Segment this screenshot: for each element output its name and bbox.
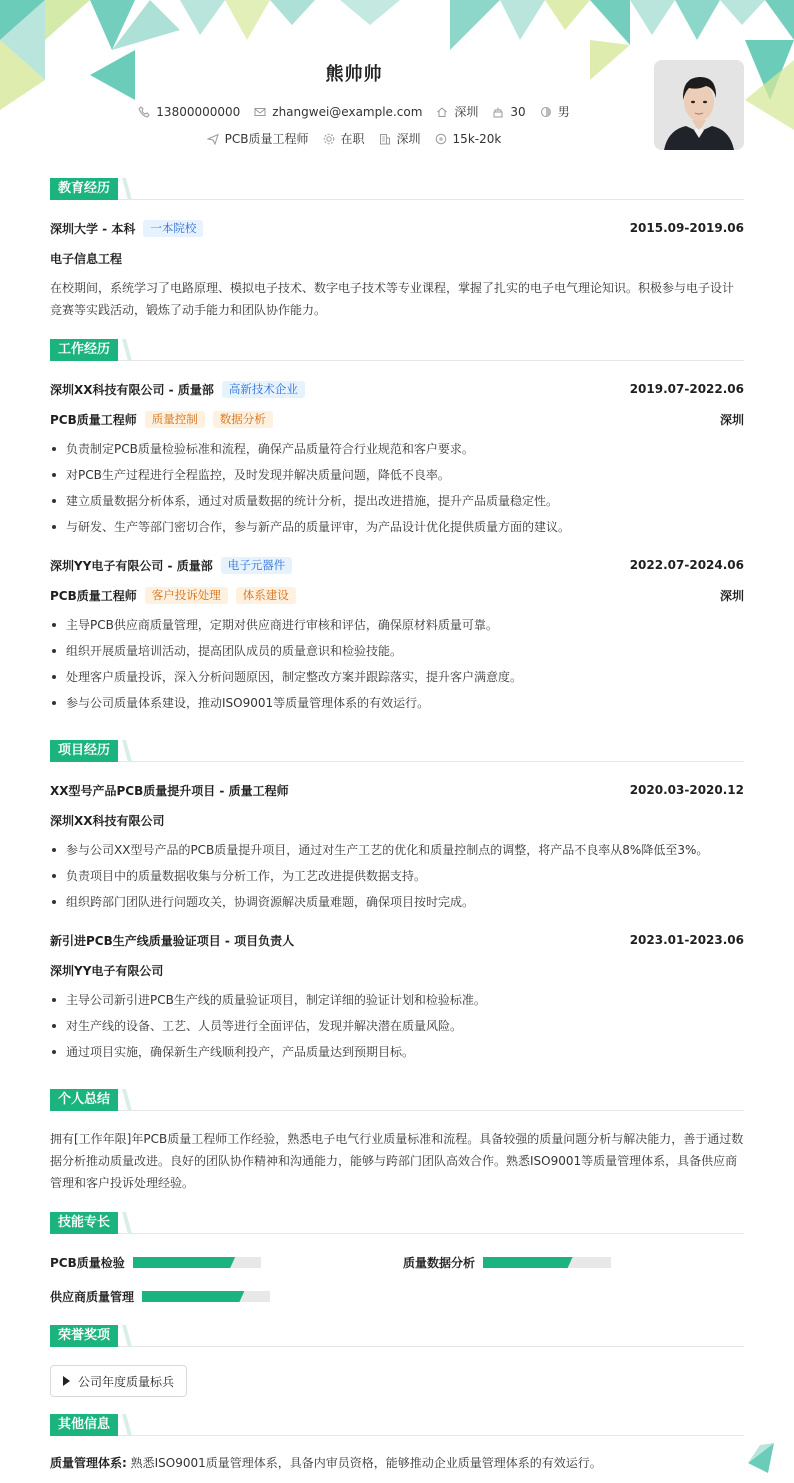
job-title: PCB质量工程师 [50, 588, 137, 603]
project-company-row [50, 960, 744, 980]
phone-text: 13800000000 [156, 104, 241, 119]
company-tag: 高新技术企业 [222, 381, 305, 398]
skill-level-bar [142, 1291, 270, 1302]
list-item: 建立质量数据分析体系，通过对质量数据的统计分析，提出改进措施，提升产品质量稳定性。 [50, 488, 744, 514]
section-title: 工作经历 [50, 339, 118, 361]
job-status-item [323, 130, 365, 147]
section-divider [50, 1110, 744, 1111]
other-info-row [50, 1454, 744, 1471]
section-divider [50, 360, 744, 361]
summary-text: 拥有[工作年限]年PCB质量工程师工作经验，熟悉电子电气行业质量标准和流程。具备较强的质量问题分析与解决能力，善于通过数据分析推动质量改进。良好的团队协作精神和沟通能力，能够与跨部门团队高效合作。熟悉ISO9001等质量管理体系，具备供应商管理和客户投诉处理经验。 [50, 1132, 744, 1190]
job-title: PCB质量工程师 [50, 412, 137, 427]
projects-section-header [50, 740, 744, 762]
list-item: 通过项目实施，确保新生产线顺利投产，产品质量达到预期目标。 [50, 1039, 744, 1065]
skill-level-bar [133, 1257, 261, 1268]
skill-level-fill [133, 1257, 235, 1268]
section-divider [50, 1435, 744, 1436]
section-title: 个人总结 [50, 1089, 118, 1111]
other-info-text: 熟悉ISO9001质量管理体系，具备内审员资格，能够推动企业质量管理体系的有效运行。 [130, 1456, 602, 1470]
section-title-tail [122, 740, 132, 762]
skill-level-bar [483, 1257, 611, 1268]
list-item: 参与公司XX型号产品的PCB质量提升项目，通过对生产工艺的优化和质量控制点的调整，将产品不良率从8%降低至3%。 [50, 837, 744, 863]
skill-item [403, 1254, 611, 1271]
age-item [492, 105, 525, 119]
section-divider [50, 199, 744, 200]
project-company: 深圳YY电子有限公司 [50, 963, 164, 978]
project-date: 2020.03-2020.12 [629, 783, 744, 797]
list-item: 对生产线的设备、工艺、人员等进行全面评估，发现并解决潜在质量风险。 [50, 1013, 744, 1039]
project-name: 新引进PCB生产线质量验证项目 - 项目负责人 [50, 933, 295, 948]
send-icon [207, 133, 219, 145]
project-entry-header [50, 930, 744, 950]
home-icon [436, 106, 448, 118]
skill-item [50, 1288, 270, 1305]
candidate-name: 熊帅帅 [325, 64, 383, 85]
company-name: 深圳YY电子有限公司 - 质量部 [50, 558, 213, 573]
target-position-item [207, 130, 309, 147]
skill-item [50, 1254, 261, 1271]
skill-tag: 质量控制 [145, 411, 205, 428]
project-details [50, 987, 744, 1065]
project-name: XX型号产品PCB质量提升项目 - 质量工程师 [50, 783, 289, 798]
job-title-row [50, 585, 744, 605]
award-name: 公司年度质量标兵 [78, 1374, 175, 1389]
education-entry-header [50, 218, 744, 238]
section-title-tail [122, 1414, 132, 1436]
job-responsibilities [50, 436, 744, 540]
portrait-image [654, 60, 744, 150]
project-entry-header [50, 780, 744, 800]
section-title: 项目经历 [50, 740, 118, 762]
skill-tag: 体系建设 [236, 587, 296, 604]
age-text: 30 [510, 104, 526, 119]
section-title: 荣誉奖项 [50, 1325, 118, 1347]
gender-icon [540, 106, 552, 118]
list-item: 组织跨部门团队进行问题攻关，协调资源解决质量难题，确保项目按时完成。 [50, 889, 744, 915]
other-info-label: 质量管理体系: [50, 1456, 127, 1470]
section-title-tail [122, 1325, 132, 1347]
company-tag: 电子元器件 [221, 557, 293, 574]
status-icon [323, 133, 335, 145]
salary-icon [435, 133, 447, 145]
job-entry-header [50, 379, 744, 399]
job-date: 2022.07-2024.06 [629, 558, 744, 572]
play-triangle-icon [63, 1376, 70, 1386]
project-company: 深圳XX科技有限公司 [50, 813, 165, 828]
list-item: 与研发、生产等部门密切合作，参与新产品的质量评审，为产品设计优化提供质量方面的建议。 [50, 514, 744, 540]
salary-item [435, 132, 502, 146]
skill-name: PCB质量检验 [50, 1256, 125, 1270]
gender-item [540, 103, 570, 120]
skill-name: 质量数据分析 [403, 1256, 476, 1270]
section-divider [50, 1233, 744, 1234]
skill-name: 供应商质量管理 [50, 1290, 135, 1304]
phone-icon [138, 106, 150, 118]
salary-text: 15k-20k [452, 131, 502, 146]
job-title-row [50, 409, 744, 429]
job-responsibilities [50, 612, 744, 716]
summary-section-header [50, 1089, 744, 1111]
building-icon [379, 133, 391, 145]
age-icon [492, 106, 504, 118]
list-item: 参与公司质量体系建设，推动ISO9001等质量管理体系的有效运行。 [50, 690, 744, 716]
city-item [436, 103, 478, 120]
job-date: 2019.07-2022.06 [629, 382, 744, 396]
skill-level-fill [483, 1257, 573, 1268]
section-title-tail [122, 339, 132, 361]
job-entry-header [50, 555, 744, 575]
section-title-tail [122, 178, 132, 200]
job-status-text: 在职 [340, 132, 365, 146]
major: 电子信息工程 [50, 251, 123, 266]
job-intent-row [0, 130, 708, 147]
list-item: 主导PCB供应商质量管理，定期对供应商进行审核和评估，确保原材料质量可靠。 [50, 612, 744, 638]
company-name: 深圳XX科技有限公司 - 质量部 [50, 382, 214, 397]
section-title: 技能专长 [50, 1212, 118, 1234]
target-city-text: 深圳 [396, 132, 421, 146]
skill-tag: 客户投诉处理 [145, 587, 228, 604]
project-details [50, 837, 744, 915]
email-item [254, 105, 422, 119]
section-divider [50, 761, 744, 762]
award-item [50, 1365, 187, 1397]
target-position-text: PCB质量工程师 [224, 132, 309, 146]
education-date: 2015.09-2019.06 [629, 221, 744, 235]
school-name: 深圳大学 - 本科 [50, 221, 136, 236]
email-text: zhangwei@example.com [272, 104, 423, 119]
education-major-row [50, 248, 744, 268]
list-item: 对PCB生产过程进行全程监控，及时发现并解决质量问题，降低不良率。 [50, 462, 744, 488]
contact-info-row [0, 103, 708, 120]
skill-tag: 数据分析 [213, 411, 273, 428]
list-item: 负责制定PCB质量检验标准和流程，确保产品质量符合行业规范和客户要求。 [50, 436, 744, 462]
profile-photo [654, 60, 744, 150]
school-tag: 一本院校 [143, 220, 203, 237]
section-divider [50, 1346, 744, 1347]
target-city-item [379, 130, 421, 147]
section-title: 其他信息 [50, 1414, 118, 1436]
phone-item [138, 105, 240, 119]
education-description: 在校期间，系统学习了电路原理、模拟电子技术、数字电子技术等专业课程，掌握了扎实的电子电气理论知识。积极参与电子设计竞赛等实践活动，锻炼了动手能力和团队协作能力。 [50, 281, 735, 317]
skills-section-header [50, 1212, 744, 1234]
gender-text: 男 [557, 105, 570, 119]
section-title: 教育经历 [50, 178, 118, 200]
job-city: 深圳 [719, 412, 744, 427]
project-date: 2023.01-2023.06 [629, 933, 744, 947]
work-section-header [50, 339, 744, 361]
awards-section-header [50, 1325, 744, 1347]
skill-level-fill [142, 1291, 244, 1302]
mail-icon [254, 106, 266, 118]
city-text: 深圳 [454, 105, 479, 119]
list-item: 处理客户质量投诉，深入分析问题原因，制定整改方案并跟踪落实，提升客户满意度。 [50, 664, 744, 690]
section-title-tail [122, 1212, 132, 1234]
job-city: 深圳 [719, 588, 744, 603]
list-item: 主导公司新引进PCB生产线的质量验证项目，制定详细的验证计划和检验标准。 [50, 987, 744, 1013]
list-item: 负责项目中的质量数据收集与分析工作，为工艺改进提供数据支持。 [50, 863, 744, 889]
list-item: 组织开展质量培训活动，提高团队成员的质量意识和检验技能。 [50, 638, 744, 664]
project-company-row [50, 810, 744, 830]
education-section-header [50, 178, 744, 200]
section-title-tail [122, 1089, 132, 1111]
other-section-header [50, 1414, 744, 1436]
